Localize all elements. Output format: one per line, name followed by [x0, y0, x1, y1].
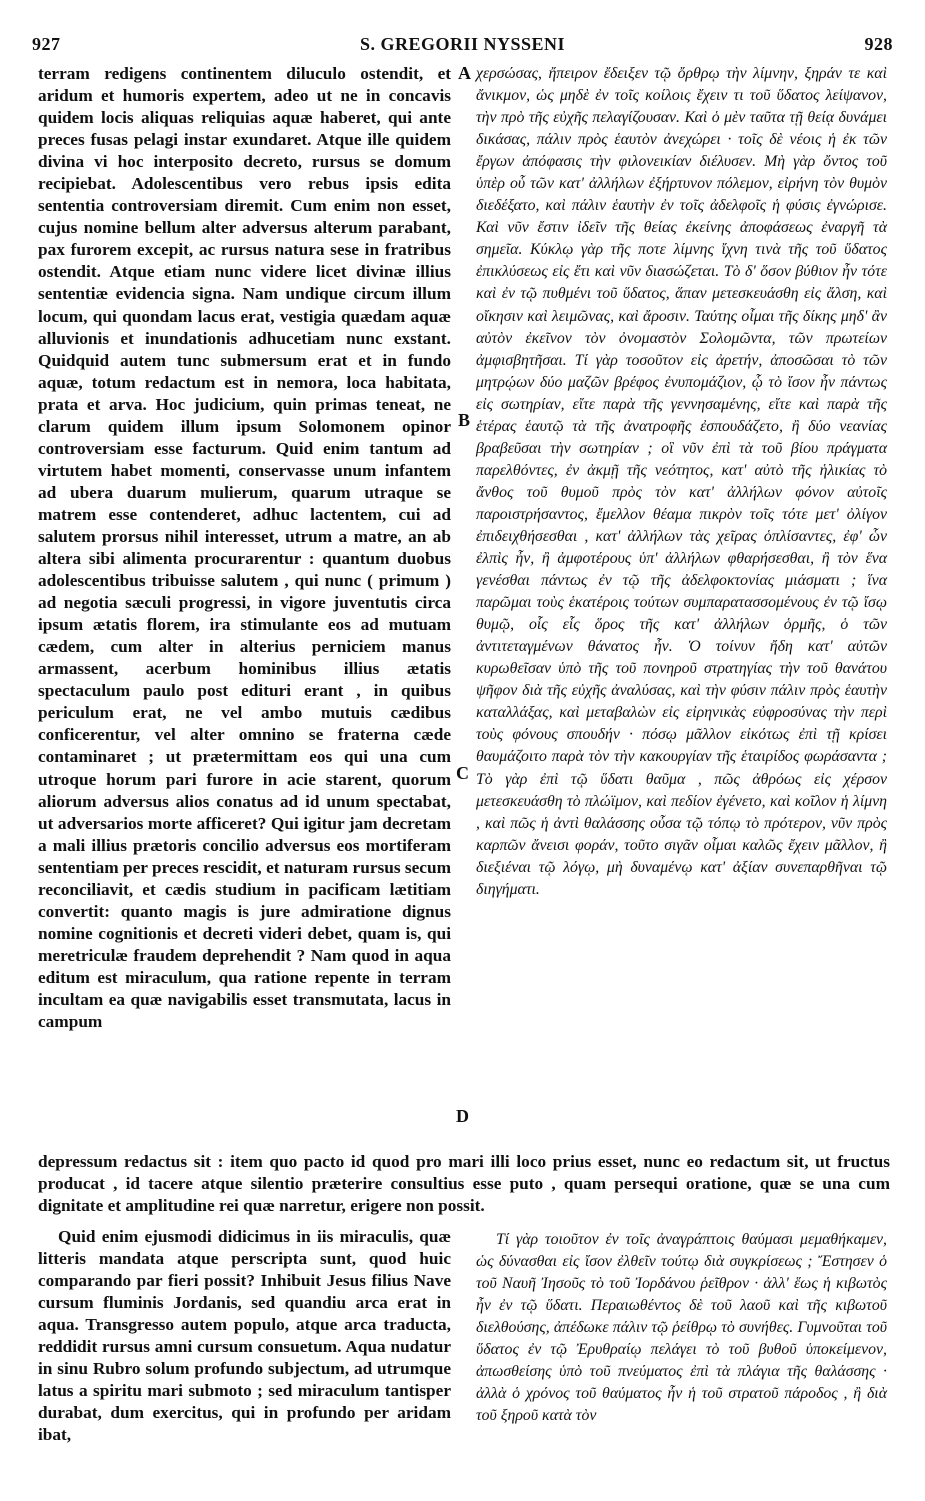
page-number-left: 927 — [32, 34, 61, 54]
page-number-right: 928 — [864, 34, 893, 54]
margin-marker-c: C — [456, 763, 469, 783]
greek-column-bottom: Τί γὰρ τοιοῦτον ἐν τοῖς ἀναγράπτοις θαύμασι μεμαθήκαμεν, ὡς δύνασθαι εἰς ἴσον ἐλθεῖν τούτῳ διὰ συγκρίσεως ; Ἔστησεν ὁ τοῦ Ναυῆ Ἰησοῦς τὸ τοῦ Ἰορδάνου ῥεῖθρον · ἀλλ' ἕως ἡ κιβωτὸς ἦν ἐν τῷ ὕδατι. Περαιωθέντος δὲ τοῦ λαοῦ καὶ τῆς κιβωτοῦ διελθούσης, ἀπέδωκε πάλιν τῷ ῥείθρῳ τὸ συνήθες. Γυμνοῦται τοῦ ὕδατος ἐν τῷ Ἐρυθραίῳ πελάγει τὸ τοῦ βυθοῦ ὑποκείμενον, ἀπωσθείσης ὑπὸ τοῦ πνεύματος ἐπὶ τὰ πλάγια τῆς θαλάσσης · ἀλλὰ ὁ χρόνος τοῦ θαύματος ἦν ἡ τοῦ στρατοῦ πάροδος , ἢ διὰ τοῦ ξηροῦ κατὰ τὸν — [476, 1231, 887, 1425]
latin-spanning-paragraph: depressum redactus sit : item quo pacto id quod pro mari illi loco prius esset, nunc eo redactum sit, ut fructus producat , id tacere atque silentio præterire consultius esse puto , quam persequi oratione, quæ se una cum dignitate et amplitudine rei quæ narretur, erigere non possit. — [38, 1152, 890, 1216]
margin-marker-a: A — [458, 63, 471, 83]
margin-marker-b: B — [458, 410, 471, 430]
greek-column-top: χερσώσας, ἤπειρον ἔδειξεν τῷ ὄρθρῳ τὴν λίμνην, ξηράν τε καὶ ἄνικμον, ὡς μηδὲ ἐν τοῖς κοίλοις ἔχειν τι τοῦ ὕδατος λείψανον, τὴν πρὸ τῆς εὐχῆς πελαγίζουσαν. Καὶ ὁ μὲν ταῦτα τῇ θείᾳ δυνάμει δικάσας, πάλιν πρὸς ἑαυτὸν ἀνεχώρει · τοῖς δὲ νέοις ἡ ἐκ τῶν ἔργων ἀπόφασις τὴν φιλονεικίαν διέλυσεν. Μὴ γὰρ ὄντος τοῦ ὑπὲρ οὗ τῶν κατ' ἀλλήλων ἐξήρτυνον πόλεμον, εἰρήνη τὸν θυμὸν διεδέξατο, καὶ πάλιν ἑαυτὴν ἐν τοῖς ἀδελφοῖς ἡ φύσις ἐγνώρισε. Καὶ νῦν ἔστιν ἰδεῖν τῆς θείας ἐκείνης ἀποφάσεως ἐναργῆ τὰ σημεῖα. Κύκλῳ γὰρ τῆς ποτε λίμνης ἴχνη τινὰ τῆς τοῦ ὕδατος ἐπικλύσεως εἰς ἔτι καὶ νῦν διασώζεται. Τὸ δ' ὅσον βύθιον ἦν τότε καὶ ἐν τῷ πυθμένι τοῦ ὕδατος, ἅπαν μετεσκευάσθη εἰς ἄλση, καὶ οἴκησιν καὶ λειμῶνας, καὶ ἄροσιν. Ταύτης οἶμαι τῆς δίκης μηδ' ἂν αὐτὸν ἐκεῖνον τὸν ὀνομαστὸν Σολομῶντα, τῶν πρωτείων ἀμφισβητῆσαι. Τί γὰρ τοσοῦτον εἰς ἀρετήν, ἀποσῶσαι τὸ τῶν μητρῴων δύο μαζῶν βρέφος ἐνυπομάζιον, ᾧ τὸ ἴσον ἦν πάντως εἰς σωτηρίαν, εἴτε παρὰ τῆς γεννησαμένης, εἴτε καὶ παρὰ τῆς ἑτέρας ἑαυτῷ τὰ τῆς ἀνατροφῆς ἐσπουδάζετο, ἢ δύο νεανίας βραβεῦσαι τὴν σωτηρίαν ; οἳ νῦν ἐπὶ τὰ τοῦ βίου πράγματα παρελθόντες, ἐν ἀκμῇ τῆς νεότητος, κατ' αὐτὸ τῆς ἡλικίας τὸ ἄνθος τοῦ θυμοῦ πρὸς τὸν κατ' ἀλλήλων φόνον αὐτοῖς παροιστρήσαντος, ἔμελλον θέαμα πικρὸν τοῖς τότε μετ' ὀλίγον ἐπιδειχθήσεσθαι , κατ' ἀλλήλων τὰς χεῖρας ὁπλίσαντες, ἐφ' ὧν ἐλπὶς ἦν, ἢ ἀμφοτέρους ὑπ' ἀλλήλων φθαρήσεσθαι, ἢ τὸν ἕνα γενέσθαι πάντως ἐν τῷ τῆς ἀδελφοκτονίας μιάσματι ; ἵνα παρῶμαι τοὺς ἑκατέροις τούτων συμπαρατασσομένους ἐν τῷ ἴσῳ θυμῷ, οἷς εἷς ὅρος τῆς κατ' ἀλλήλων ὁρμῆς, ὁ τῶν ἀντιτεταγμένων θάνατος ἦν. Ὁ τοίνυν ἤδη κατ' αὐτῶν κυρωθεῖσαν ὑπὸ τῆς τοῦ πονηροῦ στρατηγίας τὴν τοῦ θανάτου ψῆφον διὰ τῆς εὐχῆς ἀναλύσας, καὶ τὴν φύσιν πάλιν πρὸς ἑαυτὴν καταλλάξας, καὶ μεταβαλὼν εἰς εἰρηνικὰς εὐφροσύνας τὴν περὶ τοὺς φόνους σπουδήν · πόσῳ μᾶλλον εἰκότως ἐπὶ τῇ κρίσει θαυμάζοιτο παρὰ τὸν τὴν κακουργίαν τῆς ἑταιρίδος φωράσαντα ; Τὸ γὰρ ἐπὶ τῷ ὕδατι θαῦμα , πῶς ἀθρόως εἰς χέρσον μετεσκευάσθη τὸ πλώϊμον, καὶ πεδίον ἐγένετο, καὶ κοῖλον ἡ λίμνη , καὶ πῶς ἡ ἀντὶ θαλάσσης οὖσα τῷ τόπῳ τὸ πρότερον, νῦν πρὸς καρπῶν ἄνεισι φοράν, τοῦτο σιγᾶν οἶμαι καλῶς ἔχειν μᾶλλον, ἢ διεξιέναι τῷ λόγῳ, μὴ δυναμένῳ κατ' ἀξίαν συνεπαρθῆναι τῷ διηγήματι. — [476, 65, 887, 898]
latin-column-top: terram redigens continentem diluculo ostendit, et aridum et humoris expertem, adeo ut ne in concavis quidem locis aliquas reliquias aquæ haberet, qui ante preces fusas pelagi instar exundaret. Atque ille quidem divina vi hoc interposito decreto, rursus se domum recipiebat. Adolescentibus vero rebus ipsis edita sententia controversiam diremit. Cum enim non esset, cujus nomine bellum alter adversus alterum parabant, pax furorem excepit, ac rursus natura sese in fratribus ostendit. Atque etiam nunc videre licet divinæ illius sententiæ evidencia signa. Nam undique circum illum locum, qui quondam lacus erat, vestigia quædam aquæ alluvionis et inundationis adhucetiam nunc exstant. Quidquid autem tunc submersum erat et in fundo aquæ, totum redactum est in nemora, loca habitata, prata et arva. Hoc judicium, quin primas teneat, ne clarum quidem illum ipsum Solomonem opinor controversiam esse facturum. Quid enim tantum ad virtutem habet momenti, conservasse unum infantem ad ubera duarum mulierum, quarum utraque se matrem esse contenderet, adhuc lactentem, cui ad salutem prorsus nihil interesset, utrum a matre, an ab altera sibi alimenta procurarentur : quantum duobus adolescentibus tribuisse salutem , qui nunc ( primum ) ad negotia sæculi progressi, in vigore juventutis circa ipsum ætatis florem, ira stimulante eos ad mutuam cædem, cum alter in alterius perniciem manus armassent, acerbum hominibus illius ætatis spectaculum paulo post edituri erant , in quibus periculum erat, ne vel ambo mutuis cædibus conficerentur, vel alter omnino se fraterna cæde contaminaret ; ut prætermittam eos qui una cum utroque horum pari furore in acie starent, quorum aliorum adversus alios conatus ad id unum spectabat, ut adversarios morte afficeret? Qui igitur jam decretam a mali illius prætoris concilio adversus eos mortiferam sententiam per preces rescidit, et naturam rursus secum reconciliavit, et cædis studium in pacificam lætitiam convertit: quanto magis is jure admiratione dignus nomine cognitionis et decreti videri debet, quam is, qui meretriculæ fraudem deprehendit ? Nam quod in aqua editum est miraculum, qua ratione repente in terram incultam ea quæ navigabilis esset transmutata, lacus in campum — [38, 64, 451, 1032]
page-header — [32, 26, 893, 56]
running-title: S. GREGORII NYSSENI — [359, 34, 566, 54]
latin-column-bottom: Quid enim ejusmodi didicimus in iis miraculis, quæ litteris mandata atque perscripta sunt, quod huic comparando par fieri possit? Inhibuit Jesus filius Nave cursum fluminis Jordanis, sed quandiu arca erat in aqua. Transgresso autem populo, atque arca traducta, reddidit rursus amni cursum consuetum. Aqua nudatur in sinu Rubro solum profundo subjectum, ad utrumque latus a spiritu mari submoto ; sed miraculum tantisper durabat, dum exercitus, qui in profundo per aridam ibat, — [38, 1227, 451, 1445]
margin-marker-d: D — [456, 1106, 469, 1126]
